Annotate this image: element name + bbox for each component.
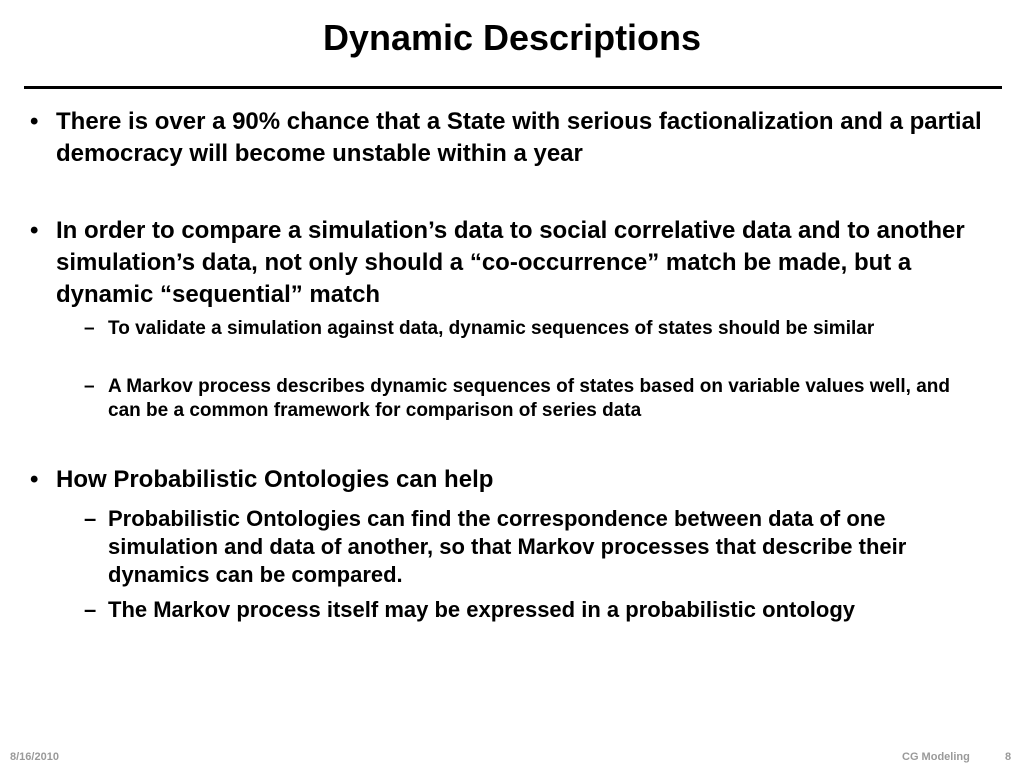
sub-bullet-item — [84, 596, 984, 624]
bullet-text: How Probabilistic Ontologies can help — [56, 466, 494, 493]
bullet-item — [30, 464, 1000, 496]
bullet-text: In order to compare a simulation’s data to social correlative data and to another simulation’s data, not only should a “co-occurrence” match be made, but a dynamic “sequential” match — [56, 217, 965, 308]
page-number: 8 — [1005, 751, 1012, 763]
bullet-item — [30, 106, 1000, 170]
bullet-marker: • — [30, 217, 39, 244]
sub-bullet-item — [84, 317, 984, 341]
dash-marker: – — [84, 506, 97, 531]
dash-marker: – — [84, 318, 95, 339]
sub-bullet-text: To validate a simulation against data, dynamic sequences of states should be similar — [108, 318, 875, 339]
bullet-item — [30, 215, 1000, 311]
bullet-marker: • — [30, 108, 39, 135]
sub-bullet-item — [84, 375, 984, 423]
dash-marker: – — [84, 597, 97, 622]
sub-bullet-item — [84, 505, 984, 589]
sub-bullet-text: The Markov process itself may be expressed in a probabilistic ontology — [108, 597, 856, 622]
sub-bullet-text: A Markov process describes dynamic sequences of states based on variable values well, and can be a common framework for comparison of series data — [108, 376, 950, 421]
footer-date: 8/16/2010 — [10, 751, 59, 763]
slide-title: Dynamic Descriptions — [322, 17, 702, 58]
sub-bullet-text: Probabilistic Ontologies can find the correspondence between data of one simulation and data of another, so that Markov processes that describe their dynamics can be compared. — [108, 506, 907, 587]
bullet-text: There is over a 90% chance that a State with serious factionalization and a partial democracy will become unstable within a year — [56, 108, 982, 167]
footer-title: CG Modeling — [902, 751, 970, 763]
bullet-marker: • — [30, 466, 39, 493]
dash-marker: – — [84, 376, 95, 397]
